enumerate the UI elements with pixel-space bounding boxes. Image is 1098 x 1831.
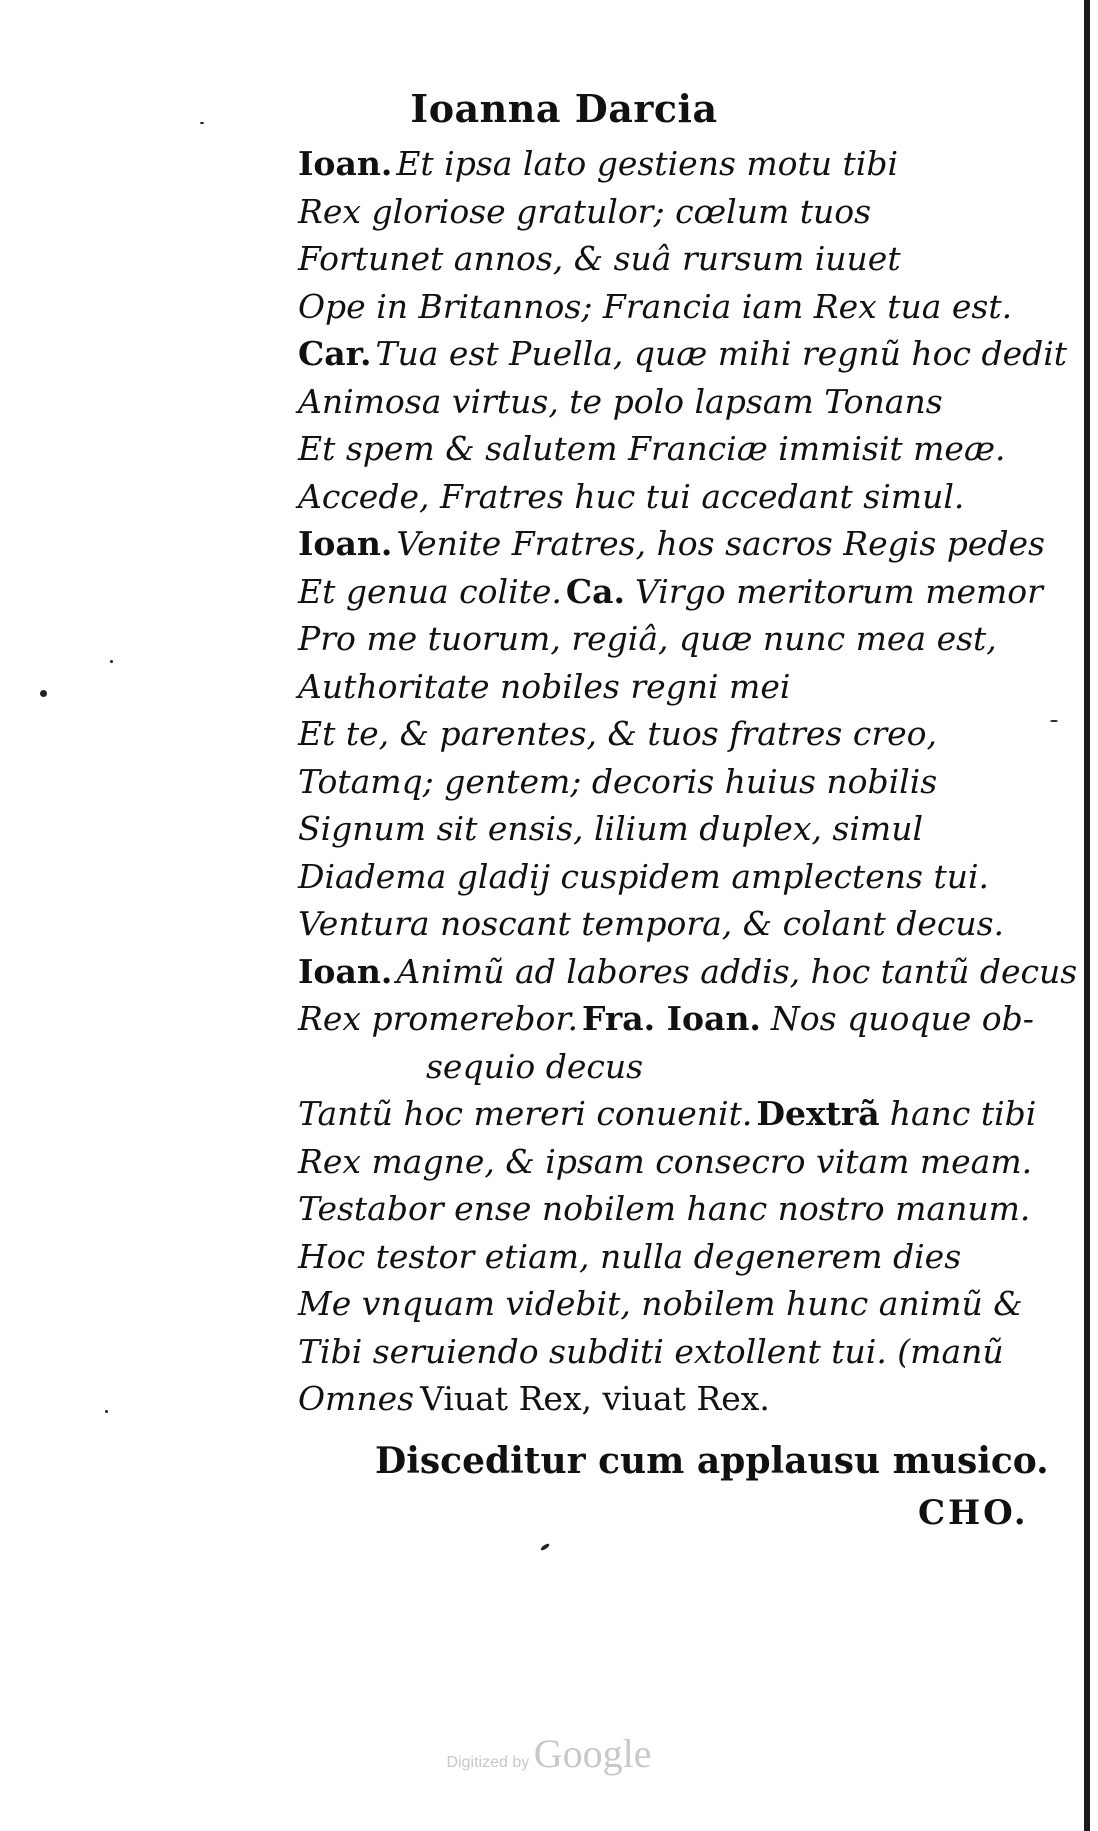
- verse-line: [298, 1328, 1068, 1376]
- verse-line: [298, 330, 1068, 378]
- verse-line: [298, 520, 1068, 568]
- scan-speck: [110, 660, 113, 663]
- verse-line: [298, 758, 1068, 806]
- speaker-label: Car.: [298, 334, 372, 373]
- stage-direction: Disceditur cum applausu musico.: [375, 1440, 1049, 1482]
- verse-text: Hoc testor etiam, nulla degenerem dies: [298, 1236, 962, 1276]
- verse-line: [298, 235, 1068, 283]
- verse-line: [298, 1375, 1068, 1423]
- verse-line: [298, 663, 1068, 711]
- scan-speck: [40, 690, 47, 697]
- verse-text: Animũ ad labores addis, hoc tantũ decus: [396, 951, 1078, 991]
- verse-line: [298, 900, 1068, 948]
- verse-line: [298, 1043, 1068, 1091]
- verse-text: Rex promerebor.: [298, 999, 579, 1038]
- verse-text: Fortunet annos, & suâ rursum iuuet: [298, 239, 901, 278]
- speaker-label: Ioan.: [298, 144, 393, 183]
- speaker-label: Ioan.: [298, 951, 393, 991]
- verse-line: [298, 1233, 1068, 1281]
- running-head: Ioanna Darcia: [410, 86, 718, 131]
- page-edge-shadow: [1084, 0, 1090, 1831]
- verse-line: [298, 1090, 1068, 1138]
- speaker-label: Ca.: [565, 571, 626, 611]
- verse-line: [298, 1185, 1068, 1233]
- verse-line: [298, 995, 1068, 1043]
- catchword: CHO.: [918, 1493, 1029, 1533]
- verse-text: Omnes: [298, 1379, 415, 1418]
- verse-line: [298, 140, 1068, 188]
- verse-line: [298, 710, 1068, 758]
- verse-text: Viuat Rex, viuat Rex.: [420, 1379, 770, 1418]
- verse-text: Nos quoque ob-: [770, 999, 1034, 1038]
- scan-speck: [1050, 720, 1058, 722]
- verse-text: Tua est Puella, quæ mihi regnũ hoc dedit: [375, 334, 1068, 373]
- watermark-brand: Google: [533, 1731, 652, 1776]
- verse-text: Tantũ hoc mereri conuenit.: [298, 1094, 753, 1133]
- speaker-label: Ioan.: [298, 524, 393, 563]
- verse-text: Authoritate nobiles regni mei: [298, 666, 791, 706]
- verse-line: [298, 1138, 1068, 1186]
- digitization-watermark: [0, 1730, 1098, 1777]
- verse-text: hanc tibi: [889, 1094, 1037, 1133]
- verse-line: [298, 425, 1068, 473]
- verse-line: [298, 1280, 1068, 1328]
- verse-line: [298, 283, 1068, 331]
- verse-text: Et genua colite.: [298, 571, 562, 611]
- verse-text: Animosa virtus, te polo lapsam Tonans: [298, 381, 943, 421]
- verse-text: Et spem & salutem Franciæ immisit meæ.: [298, 429, 1006, 468]
- verse-text: Ope in Britannos; Francia iam Rex tua est.: [298, 286, 1013, 326]
- verse-text: Et ipsa lato gestiens motu tibi: [396, 144, 899, 183]
- speaker-label: Dextrã: [756, 1094, 880, 1133]
- verse-line: [298, 378, 1068, 426]
- scan-speck: [540, 1542, 550, 1551]
- verse-text: Rex magne, & ipsam consecro vitam meam.: [298, 1141, 1033, 1181]
- verse-line: [298, 615, 1068, 663]
- verse-line: [298, 568, 1068, 616]
- speaker-label: Fra. Ioan.: [582, 999, 761, 1038]
- verse-text: sequio decus: [426, 1046, 644, 1086]
- verse-text: Me vnquam videbit, nobilem hunc animũ &: [298, 1284, 1023, 1323]
- verse-line: [298, 853, 1068, 901]
- verse-text: Et te, & parentes, & tuos fratres creo,: [298, 714, 938, 753]
- verse-block: [298, 140, 1078, 1423]
- verse-text: Totamq; gentem; decoris huius nobilis: [298, 761, 938, 801]
- verse-text: Tibi seruiendo subditi extollent tui. (manũ: [298, 1331, 1004, 1371]
- verse-text: Rex gloriose gratulor; cœlum tuos: [298, 191, 872, 231]
- verse-line: [298, 805, 1068, 853]
- verse-text: Diadema gladij cuspidem amplectens tui.: [298, 856, 990, 896]
- scan-speck: [200, 122, 204, 124]
- verse-text: Pro me tuorum, regiâ, quæ nunc mea est,: [298, 619, 997, 658]
- verse-text: Signum sit ensis, lilium duplex, simul: [298, 809, 924, 848]
- verse-line: [298, 188, 1068, 236]
- verse-text: Accede, Fratres huc tui accedant simul.: [298, 476, 965, 516]
- verse-line: [298, 473, 1068, 521]
- scan-speck: [105, 1410, 108, 1413]
- verse-line: [298, 948, 1078, 996]
- verse-text: Testabor ense nobilem hanc nostro manum.: [298, 1189, 1031, 1228]
- verse-text: Venite Fratres, hos sacros Regis pedes: [396, 524, 1045, 563]
- watermark-prefix: Digitized by: [446, 1754, 530, 1771]
- verse-text: Ventura noscant tempora, & colant decus.: [298, 904, 1005, 943]
- verse-text: Virgo meritorum memor: [635, 571, 1043, 611]
